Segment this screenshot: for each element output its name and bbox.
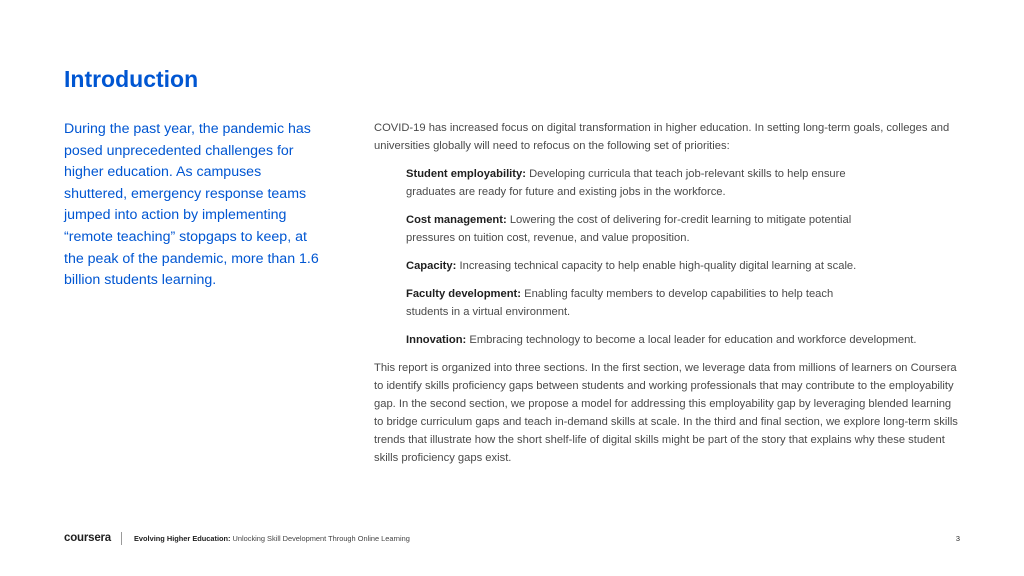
priority-text: Enabling faculty members to develop capabilities to help teach students in a virtual environment. — [406, 288, 834, 318]
page-footer — [64, 532, 964, 546]
priority-label: Student employability: — [406, 168, 526, 180]
priority-capacity — [406, 257, 962, 275]
document-title — [134, 534, 410, 543]
closing-paragraph: This report is organized into three sections. In the first section, we leverage data from millions of learners on Coursera to identify skills proficiency gaps between students and working professionals that may contribute to the employability gap. In the second section, we propose a model for addressing this employability gap by leveraging blended learning to bridge curriculum gaps and teach in-demand skills at scale. In the third and final section, we explore long-term skills trends that illustrate how the short shelf-life of digital skills might be part of the story that explains why these student skills proficiency gaps exist. — [374, 362, 958, 464]
priority-label: Innovation: — [406, 334, 467, 346]
intro-paragraph: COVID-19 has increased focus on digital transformation in higher education. In setting long-term goals, colleges and universities globally will need to refocus on the following set of priorities: — [374, 122, 950, 152]
priority-label: Cost management: — [406, 214, 507, 226]
priority-text: Embracing technology to become a local leader for education and workforce development. — [466, 334, 917, 346]
pull-quote: During the past year, the pandemic has posed unprecedented challenges for higher education. As campuses shuttered, emergency response teams jumped into action by implementing “remote teaching” stopgaps to keep, at the peak of the pandemic, more than 1.6 billion students learning. — [64, 121, 319, 289]
priority-text: Increasing technical capacity to help enable high-quality digital learning at scale. — [456, 260, 857, 272]
priority-label: Capacity: — [406, 260, 457, 272]
priority-faculty-development — [406, 285, 876, 321]
priority-text: Lowering the cost of delivering for-credit learning to mitigate potential pressures on tuition cost, revenue, and value proposition. — [406, 214, 852, 244]
priority-student-employability — [406, 165, 876, 201]
coursera-logo: coursera — [64, 532, 111, 544]
document-title-strong: Evolving Higher Education: — [134, 534, 231, 543]
priority-text: Developing curricula that teach job-relevant skills to help ensure graduates are ready for future and existing jobs in the workforce. — [406, 168, 846, 198]
page-title: Introduction — [64, 66, 199, 92]
body-column — [374, 119, 962, 467]
priority-cost-management — [406, 211, 876, 247]
priority-innovation — [406, 331, 962, 349]
document-title-rest: Unlocking Skill Development Through Online Learning — [230, 534, 410, 543]
priority-label: Faculty development: — [406, 288, 522, 300]
page-number: 3 — [955, 534, 960, 543]
priorities-list — [374, 165, 962, 349]
footer-divider — [121, 532, 122, 545]
